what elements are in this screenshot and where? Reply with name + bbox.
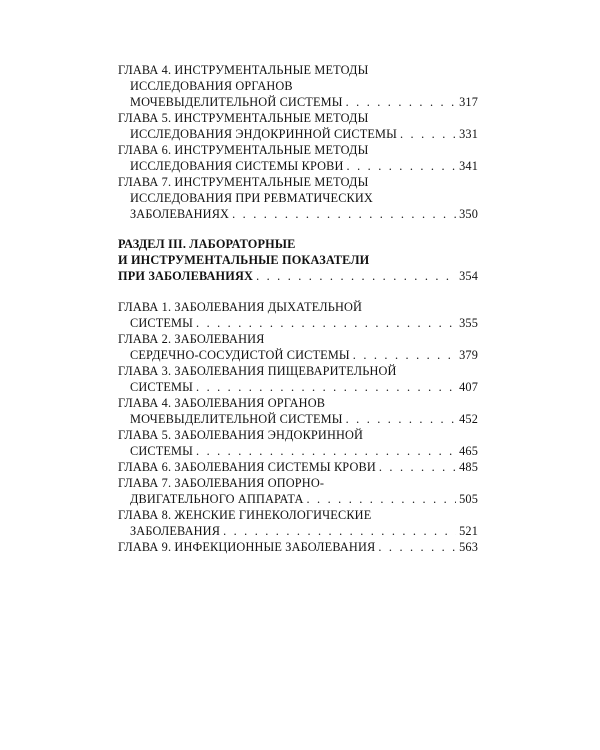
toc-chapter-entry	[118, 427, 478, 459]
toc-entry-title: ГЛАВА 7. ИНСТРУМЕНТАЛЬНЫЕ МЕТОДЫ	[118, 175, 369, 189]
toc-chapter-entry	[118, 299, 478, 331]
toc-entry-title: СИСТЕМЫ	[130, 316, 194, 330]
toc-entry-line	[118, 475, 478, 491]
toc-chapter-entry	[118, 110, 478, 142]
toc-entry-line	[118, 236, 478, 252]
toc-entry-line	[118, 331, 478, 347]
toc-page-number: 505	[459, 492, 478, 506]
toc-chapter-entry	[118, 142, 478, 174]
toc-page-number: 465	[459, 444, 478, 458]
toc-chapter-entry	[118, 395, 478, 427]
toc-entry-title: И ИНСТРУМЕНТАЛЬНЫЕ ПОКАЗАТЕЛИ	[118, 253, 370, 267]
dot-leader	[196, 315, 456, 331]
dot-leader	[346, 411, 457, 427]
toc-chapter-entry	[118, 539, 478, 555]
dot-leader	[196, 379, 456, 395]
toc-entry-title: ГЛАВА 3. ЗАБОЛЕВАНИЯ ПИЩЕВАРИТЕЛЬНОЙ	[118, 364, 397, 378]
toc-entry-title: МОЧЕВЫДЕЛИТЕЛЬНОЙ СИСТЕМЫ	[130, 412, 343, 426]
toc-page-number: 355	[459, 316, 478, 330]
toc-entry-title: ГЛАВА 4. ИНСТРУМЕНТАЛЬНЫЕ МЕТОДЫ	[118, 63, 369, 77]
toc-entry-line	[118, 315, 478, 331]
toc-chapter-entry	[118, 174, 478, 222]
toc-entry-line	[118, 62, 478, 78]
toc-chapter-entry	[118, 363, 478, 395]
toc-entry-title: ИССЛЕДОВАНИЯ ПРИ РЕВМАТИЧЕСКИХ	[130, 191, 373, 205]
toc-entry-title: ГЛАВА 6. ИНСТРУМЕНТАЛЬНЫЕ МЕТОДЫ	[118, 143, 369, 157]
dot-leader	[378, 539, 456, 555]
toc-entry-title: ГЛАВА 8. ЖЕНСКИЕ ГИНЕКОЛОГИЧЕСКИЕ	[118, 508, 372, 522]
dot-leader	[353, 347, 456, 363]
toc-page-number: 563	[459, 540, 478, 554]
toc-page-number: 331	[459, 127, 478, 141]
toc-entry-title: ПРИ ЗАБОЛЕВАНИЯХ	[118, 269, 254, 283]
toc-entry-title: СИСТЕМЫ	[130, 380, 194, 394]
dot-leader	[307, 491, 457, 507]
toc-entry-line	[118, 523, 478, 539]
toc-section-entry	[118, 236, 478, 284]
toc-entry-line	[118, 110, 478, 126]
toc-entry-line	[118, 411, 478, 427]
toc-entry-title: ЗАБОЛЕВАНИЯХ	[130, 207, 230, 221]
toc-entry-title: ЗАБОЛЕВАНИЯ	[130, 524, 221, 538]
toc-entry-line	[118, 252, 478, 268]
toc-entry-line	[118, 347, 478, 363]
toc-entry-line	[118, 395, 478, 411]
dot-leader	[346, 94, 457, 110]
dot-leader	[232, 206, 456, 222]
toc-entry-line	[118, 126, 478, 142]
toc-entry-line	[118, 158, 478, 174]
toc-page-number: 379	[459, 348, 478, 362]
toc-entry-title: ГЛАВА 1. ЗАБОЛЕВАНИЯ ДЫХАТЕЛЬНОЙ	[118, 300, 363, 314]
toc-page-number: 521	[459, 524, 478, 538]
dot-leader	[347, 158, 457, 174]
toc-entry-line	[118, 299, 478, 315]
toc-entry-line	[118, 206, 478, 222]
toc-page-number: 350	[459, 207, 478, 221]
toc-entry-title: ГЛАВА 5. ЗАБОЛЕВАНИЯ ЭНДОКРИННОЙ	[118, 428, 364, 442]
toc-entry-line	[118, 190, 478, 206]
toc-entry-title: ИССЛЕДОВАНИЯ СИСТЕМЫ КРОВИ	[130, 159, 344, 173]
toc-entry-title: ИССЛЕДОВАНИЯ ЭНДОКРИННОЙ СИСТЕМЫ	[130, 127, 397, 141]
toc-chapter-entry	[118, 475, 478, 507]
dot-leader	[256, 268, 456, 284]
toc-page-number: 452	[459, 412, 478, 426]
dot-leader	[223, 523, 456, 539]
toc-entry-title: СЕРДЕЧНО-СОСУДИСТОЙ СИСТЕМЫ	[130, 348, 350, 362]
dot-leader	[379, 459, 456, 475]
toc-page-number: 341	[459, 159, 478, 173]
toc-entry-title: ГЛАВА 4. ЗАБОЛЕВАНИЯ ОРГАНОВ	[118, 396, 326, 410]
toc-chapter-entry	[118, 459, 478, 475]
dot-leader	[400, 126, 456, 142]
toc-entry-line	[118, 427, 478, 443]
toc-entry-line	[118, 507, 478, 523]
toc-page-number: 317	[459, 95, 478, 109]
toc-entry-line	[118, 94, 478, 110]
toc-entry-line	[118, 363, 478, 379]
toc-page-number: 407	[459, 380, 478, 394]
toc-entry-title: ГЛАВА 7. ЗАБОЛЕВАНИЯ ОПОРНО-	[118, 476, 325, 490]
toc-entry-line	[118, 459, 478, 475]
toc-entry-line	[118, 268, 478, 284]
toc-entry-line	[118, 78, 478, 94]
toc-chapter-entry	[118, 331, 478, 363]
toc-entry-line	[118, 539, 478, 555]
toc-page-number: 485	[459, 460, 478, 474]
dot-leader	[196, 443, 456, 459]
toc-chapter-entry	[118, 62, 478, 110]
toc-entry-line	[118, 142, 478, 158]
toc-entry-title: ГЛАВА 2. ЗАБОЛЕВАНИЯ	[118, 332, 265, 346]
toc-entry-line	[118, 174, 478, 190]
toc-entry-title: МОЧЕВЫДЕЛИТЕЛЬНОЙ СИСТЕМЫ	[130, 95, 343, 109]
toc-entry-title: ДВИГАТЕЛЬНОГО АППАРАТА	[130, 492, 304, 506]
toc-page-number: 354	[459, 269, 478, 283]
toc-entry-title: РАЗДЕЛ III. ЛАБОРАТОРНЫЕ	[118, 237, 296, 251]
toc-entry-title: ГЛАВА 6. ЗАБОЛЕВАНИЯ СИСТЕМЫ КРОВИ	[118, 460, 376, 474]
toc-entry-line	[118, 379, 478, 395]
toc-entry-title: ГЛАВА 5. ИНСТРУМЕНТАЛЬНЫЕ МЕТОДЫ	[118, 111, 369, 125]
toc-chapter-entry	[118, 507, 478, 539]
table-of-contents	[118, 62, 478, 555]
toc-entry-title: ИССЛЕДОВАНИЯ ОРГАНОВ	[130, 79, 293, 93]
toc-entry-title: СИСТЕМЫ	[130, 444, 194, 458]
toc-entry-line	[118, 443, 478, 459]
toc-entry-title: ГЛАВА 9. ИНФЕКЦИОННЫЕ ЗАБОЛЕВАНИЯ	[118, 540, 376, 554]
toc-entry-line	[118, 491, 478, 507]
